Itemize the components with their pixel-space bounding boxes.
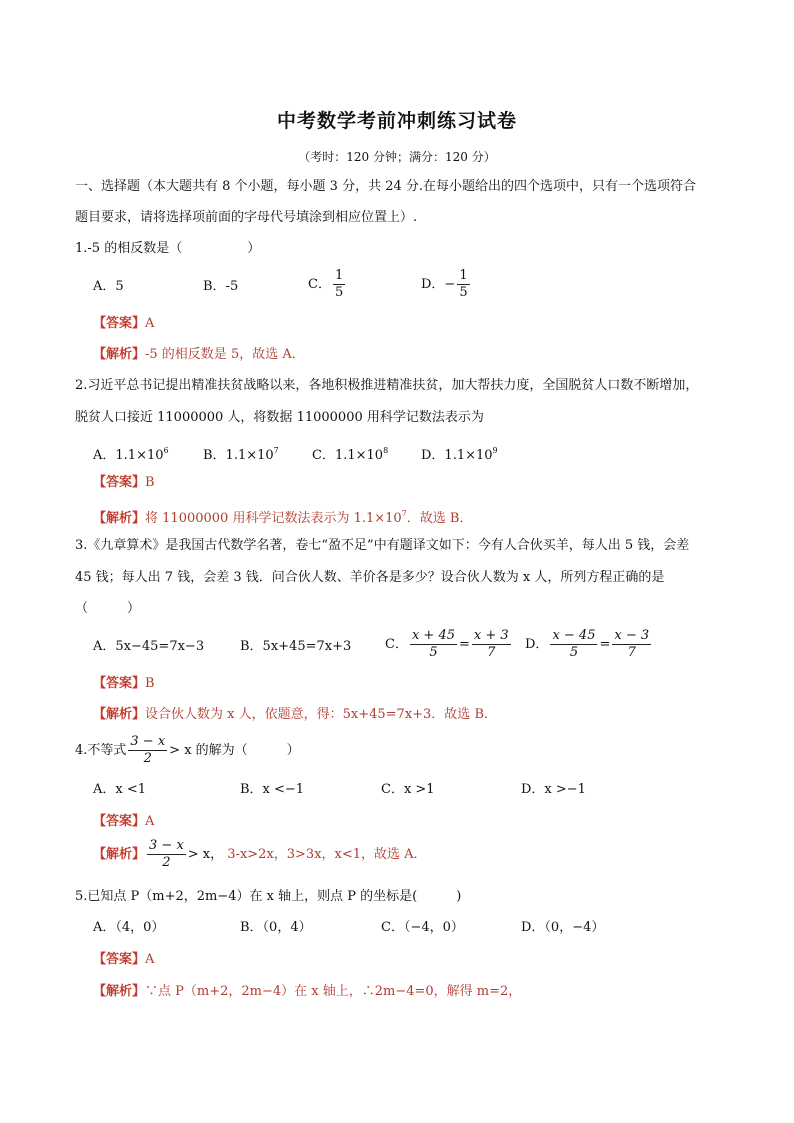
q4-analysis: 【解析】 $\frac{3 - x}{2}$ > x， 3-x>2x，3>3x，x<1，故选 A． (93, 838, 427, 870)
section-instructions-line1: 一、选择题（本大题共有 8 个小题，每小题 3 分，共 24 分.在每小题给出的四个选项中，只有一个选项符合 (75, 179, 697, 194)
q1-option-b: B．-5 (203, 279, 239, 294)
q2-analysis: 【解析】将 11000000 用科学记数法表示为 $1.1\times 10^7$．故选 B． (93, 509, 473, 526)
q1-stem: 1.-5 的相反数是（ ） (75, 241, 261, 256)
q3-answer: 【答案】B (93, 676, 155, 691)
q3-option-d: D． $\frac{x - 45}{5}$ = $\frac{x - 3}{7}$ (525, 628, 650, 660)
fraction: $\frac{x + 45}{5}$ (411, 628, 455, 660)
q1-option-c: C． $\frac{1}{5}$ (308, 268, 344, 300)
q4-answer: 【答案】A (93, 814, 155, 829)
q4-option-d: D．x >−1 (521, 782, 586, 797)
q3-stem-line3: （ ） (75, 601, 141, 616)
q2-option-c: C．$1.1\times 10^8$ (312, 446, 389, 463)
q3-stem-line1: 3.《九章算术》是我国古代数学名著，卷七“盈不足”中有题译文如下：今有人合伙买羊，每人出 5 钱，会差 (75, 538, 690, 553)
q4-option-b: B．x <−1 (240, 782, 305, 797)
q5-option-a: A．（4，0） (93, 920, 165, 935)
q1-answer: 【答案】A (93, 316, 155, 331)
fraction: $\frac{x + 3}{7}$ (473, 628, 509, 660)
q1-option-a: A．5 (93, 279, 124, 294)
q5-option-b: B．（0，4） (240, 920, 312, 935)
q2-answer: 【答案】B (93, 475, 155, 490)
page-title: 中考数学考前冲刺练习试卷 (276, 110, 517, 132)
q3-option-a: A．5x−45=7x−3 (93, 639, 205, 654)
q2-option-b: B．$1.1\times 10^7$ (203, 446, 279, 463)
fraction: $\frac{3 - x}{2}$ (130, 734, 166, 766)
section-instructions-line2: 题目要求，请将选择项前面的字母代号填涂到相应位置上）. (75, 210, 418, 225)
exam-info: （考时：120 分钟；满分：120 分） (298, 150, 496, 164)
fraction: $\frac{x - 45}{5}$ (552, 628, 596, 660)
q3-option-c: C． $\frac{x + 45}{5}$ = $\frac{x + 3}{7}$ (385, 628, 509, 660)
q2-stem-line1: 2.习近平总书记提出精准扶贫战略以来，各地积极推进精准扶贫，加大帮扶力度，全国脱贫人口数不断增加， (75, 378, 699, 393)
q4-option-c: C．x >1 (381, 782, 435, 797)
q1-option-d: D．− $\frac{1}{5}$ (421, 268, 468, 300)
q5-answer: 【答案】A (93, 952, 155, 967)
q2-stem-line2: 脱贫人口接近 11000000 人，将数据 11000000 用科学记数法表示为 (75, 410, 484, 425)
fraction: $\frac{x - 3}{7}$ (614, 628, 650, 660)
q1-analysis: 【解析】-5 的相反数是 5，故选 A． (93, 347, 305, 362)
q4-stem: 4.不等式 $\frac{3 - x}{2}$ > x 的解为（ ） (75, 734, 300, 766)
fraction: $\frac{1}{5}$ (459, 268, 468, 300)
q5-stem: 5.已知点 P（m+2，2m−4）在 x 轴上，则点 P 的坐标是( ) (75, 889, 462, 904)
q5-option-c: C．（−4，0） (381, 920, 464, 935)
q3-analysis: 【解析】设合伙人数为 x 人，依题意，得：5x+45=7x+3．故选 B． (93, 707, 497, 722)
q5-option-d: D．（0，−4） (521, 920, 605, 935)
q3-option-b: B．5x+45=7x+3 (240, 639, 352, 654)
q5-analysis: 【解析】∵点 P（m+2，2m−4）在 x 轴上，∴2m−4=0，解得 m=2， (93, 984, 522, 999)
fraction: $\frac{1}{5}$ (334, 268, 344, 300)
fraction: $\frac{3 - x}{2}$ (149, 838, 184, 870)
q3-stem-line2: 45 钱；每人出 7 钱，会差 3 钱．问合伙人数、羊价各是多少？设合伙人数为 x 人，所列方程正确的是 (75, 570, 665, 585)
q2-option-d: D．$1.1\times 10^9$ (421, 446, 498, 463)
q2-option-a: A．$1.1\times 10^6$ (93, 446, 169, 463)
q4-option-a: A．x <1 (93, 782, 147, 797)
